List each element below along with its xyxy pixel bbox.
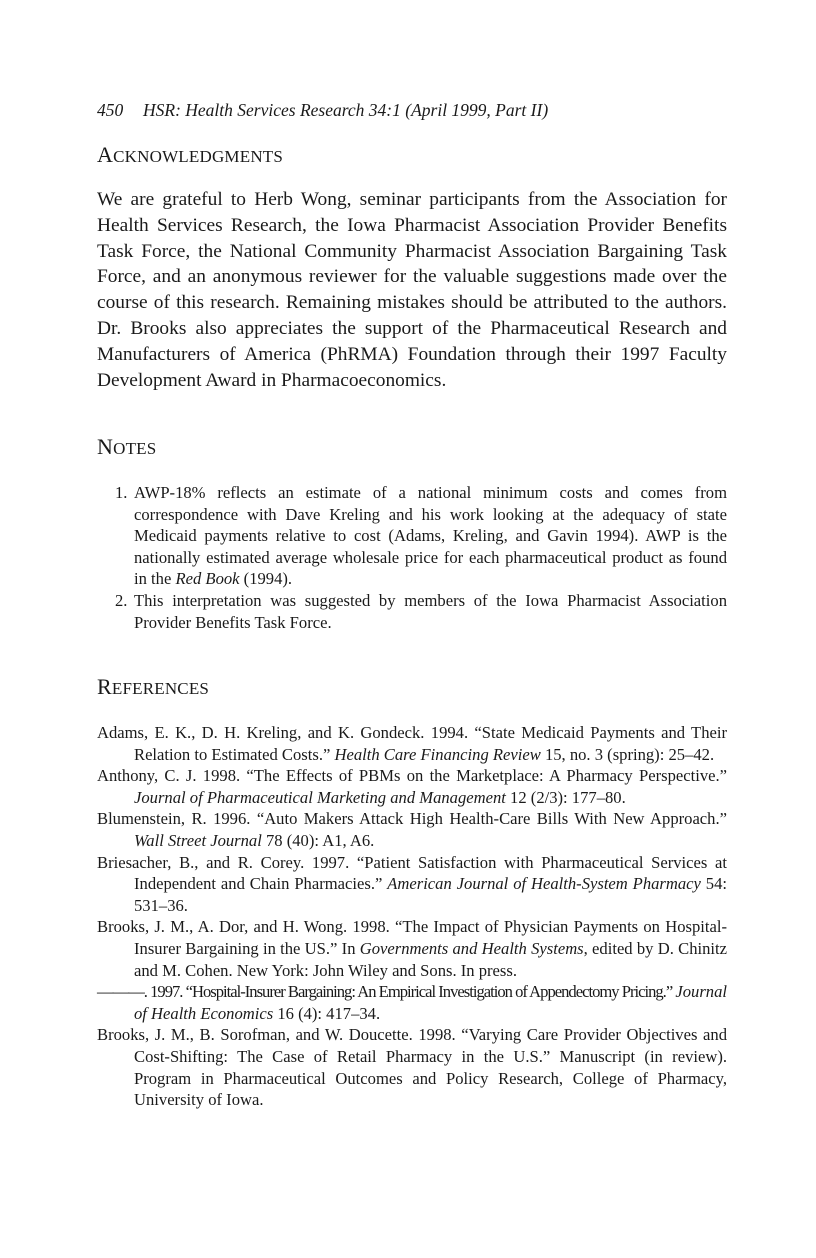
reference-item	[97, 916, 727, 981]
note-italic-title: Red Book	[175, 569, 240, 589]
heading-rest: OTES	[113, 439, 157, 458]
reference-journal: Wall Street Journal	[134, 830, 262, 850]
note-item	[97, 590, 727, 633]
page-number: 450	[97, 100, 124, 120]
reference-journal: American Journal of Health-System Pharmacy	[387, 874, 701, 894]
note-text-tail: (1994).	[239, 569, 293, 589]
reference-text: ———. 1997. “Hospital-Insurer Bargaining: An Empirical Investigation of Appendectomy Pricing.”	[97, 982, 676, 1002]
note-number: 2.	[115, 590, 128, 610]
reference-text: Adams, E. K., D. H. Kreling, and K. Gondeck. 1994. “State Medicaid Payments and Their Relation to Estimated Costs.”	[97, 723, 727, 764]
reference-item	[97, 722, 727, 765]
reference-details: 15, no. 3 (spring): 25–42.	[540, 744, 715, 764]
reference-journal: Journal of Pharmaceutical Marketing and Management	[134, 787, 506, 807]
heading-initial: A	[97, 142, 114, 167]
reference-journal: Journal of Health Economics	[134, 982, 727, 1023]
heading-rest: CKNOWLEDGMENTS	[113, 147, 284, 166]
reference-details: , edited by D. Chinitz and M. Cohen. New York: John Wiley and Sons. In press.	[134, 938, 727, 980]
note-text: This interpretation was suggested by members of the Iowa Pharmacist Association Provider Benefits Task Force.	[134, 590, 727, 632]
note-number: 1.	[115, 483, 128, 502]
note-item	[97, 482, 727, 590]
reference-text: Brooks, J. M., A. Dor, and H. Wong. 1998. “The Impact of Physician Payments on Hospital-Insurer Bargaining in the US.” In	[97, 917, 727, 958]
notes-heading	[97, 434, 156, 460]
reference-item	[97, 1024, 727, 1110]
reference-text: Brooks, J. M., B. Sorofman, and W. Doucette. 1998. “Varying Care Provider Objectives and Cost-Shifting: The Case of Retail Pharmacy in the U.S.” Manuscript (in review). Program in Pharmaceutical Outcomes and Policy Research, College of Pharmacy, University of Iowa.	[97, 1025, 727, 1110]
heading-rest: EFERENCES	[111, 679, 210, 698]
reference-details: 12 (2/3): 177–80.	[505, 787, 626, 807]
reference-text: Anthony, C. J. 1998. “The Effects of PBMs on the Marketplace: A Pharmacy Perspective.”	[97, 766, 727, 786]
reference-details: 54: 531–36.	[134, 874, 728, 915]
reference-item	[97, 765, 727, 808]
reference-item	[97, 808, 727, 851]
acknowledgments-heading	[97, 142, 283, 168]
journal-citation: HSR: Health Services Research 34:1 (April 1999, Part II)	[143, 100, 549, 120]
heading-initial: R	[97, 674, 112, 699]
reference-details: 78 (40): A1, A6.	[261, 830, 375, 850]
reference-book: Governments and Health Systems	[359, 938, 584, 958]
running-head	[97, 100, 548, 121]
acknowledgments-text: We are grateful to Herb Wong, seminar participants from the Association for Health Services Research, the Iowa Pharmacist Association Provider Benefits Task Force, the National Community Pharmacist Association Bargaining Task Force, and an anonymous reviewer for the valuable suggestions made over the course of this research. Remaining mistakes should be attributed to the authors. Dr. Brooks also appreciates the support of the Pharmaceutical Research and Manufacturers of America (PhRMA) Foundation through their 1997 Faculty Development Award in Pharmacoeconomics.	[97, 189, 727, 391]
reference-journal: Health Care Financing Review	[334, 744, 541, 764]
heading-initial: N	[97, 434, 114, 459]
reference-item	[97, 981, 727, 1024]
reference-item	[97, 852, 727, 917]
reference-text: Blumenstein, R. 1996. “Auto Makers Attack High Health-Care Bills With New Approach.”	[97, 809, 727, 829]
references-list	[97, 722, 727, 1111]
reference-text: Briesacher, B., and R. Corey. 1997. “Patient Satisfaction with Pharmaceutical Services at Independent and Chain Pharmacies.”	[97, 852, 727, 894]
references-heading	[97, 674, 209, 700]
note-text: AWP-18% reflects an estimate of a national minimum costs and comes from correspondence with Dave Kreling and his work looking at the adequacy of state Medicaid payments relative to cost (Adams, Kreling, and Gavin 1994). AWP is the nationally estimated average wholesale price for each pharmaceutical product as found in the	[134, 483, 727, 589]
notes-list	[97, 482, 727, 633]
reference-details: 16 (4): 417–34.	[273, 1003, 381, 1023]
